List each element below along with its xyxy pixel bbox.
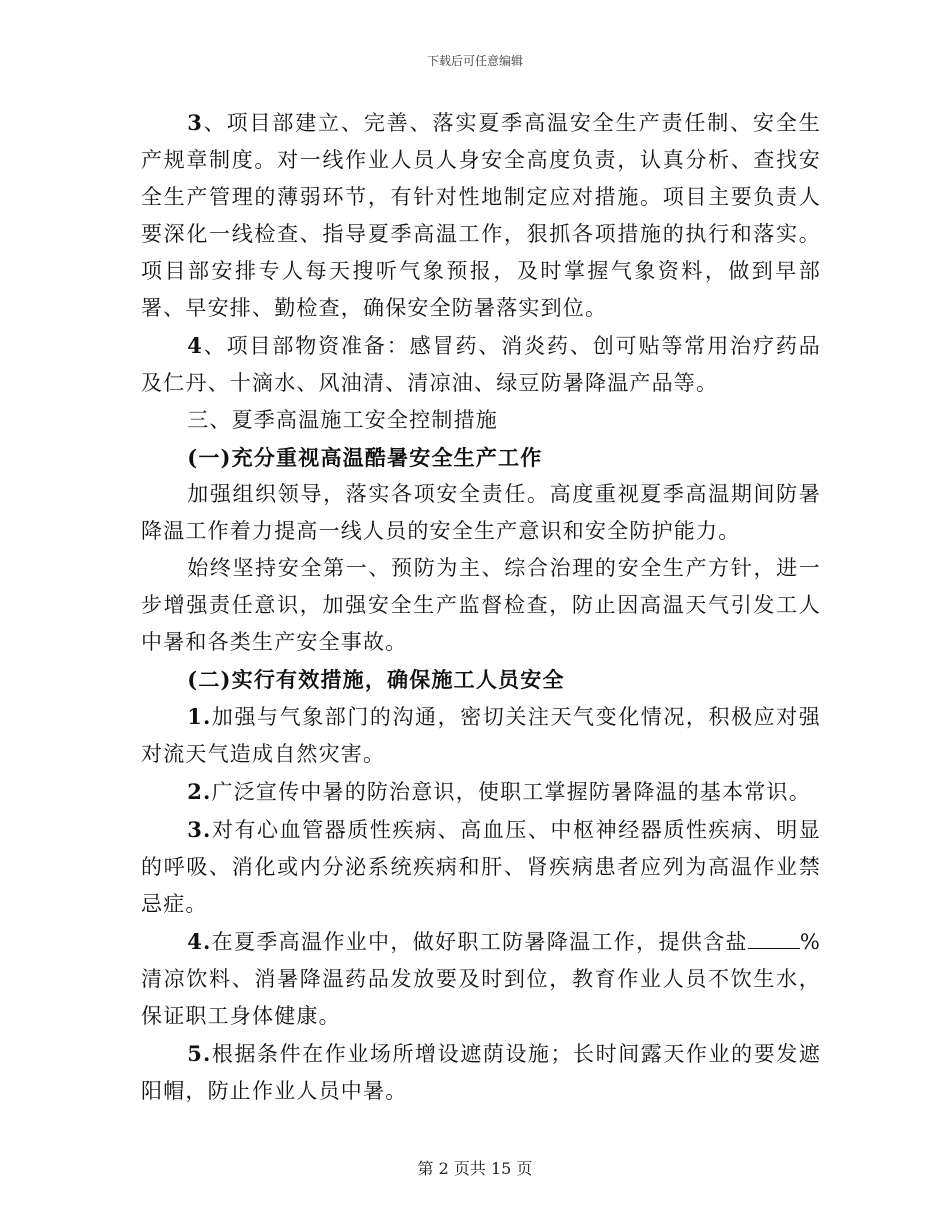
item-text-after-blank: %清凉饮料、消暑降温药品发放要及时到位，教育作业人员不饮生水，保证职工身体健康。 xyxy=(141,930,821,1028)
page-header-note: 下载后可任意编辑 xyxy=(426,54,523,68)
list-item-2 xyxy=(141,773,821,811)
section-heading-3: 三、夏季高温施工安全控制措施 xyxy=(187,408,498,432)
paragraph-text: 、项目部物资准备：感冒药、消炎药、创可贴等常用治疗药品及仁丹、十滴水、风油清、清凉油、绿豆防暑降温产品等。 xyxy=(141,334,821,395)
page-footer-number: 第 2 页共 15 页 xyxy=(417,1159,533,1178)
item-text: 根据条件在作业场所增设遮荫设施；长时间露天作业的要发遮阳帽，防止作业人员中暑。 xyxy=(141,1042,821,1103)
list-item-5 xyxy=(141,1035,821,1110)
subsection-heading-1: (一)充分重视高温酷暑安全生产工作 xyxy=(187,445,543,470)
fill-in-blank xyxy=(748,928,800,949)
item-text: 广泛宣传中暑的防治意识，使职工掌握防暑降温的基本常识。 xyxy=(211,780,811,804)
item-text-before-blank: 在夏季高温作业中，做好职工防暑降温工作，提供含盐 xyxy=(211,930,748,954)
item-text: 加强与气象部门的沟通，密切关注天气变化情况，积极应对强对流天气造成自然灾害。 xyxy=(141,705,821,766)
paragraph-organization: 加强组织领导，落实各项安全责任。高度重视夏季高温期间防暑降温工作着力提高一线人员的安全生产意识和安全防护能力。 xyxy=(141,482,821,543)
item-number: 3 xyxy=(187,110,203,135)
paragraph-4 xyxy=(141,327,821,402)
item-number: 1. xyxy=(187,704,212,729)
item-text: 对有心血管器质性疾病、高血压、中枢神经器质性疾病、明显的呼吸、消化或内分泌系统疾病和肝、肾疾病患者应列为高温作业禁忌症。 xyxy=(141,818,821,916)
item-number: 4 xyxy=(187,333,203,358)
list-item-3 xyxy=(141,811,821,923)
document-body xyxy=(141,104,821,1110)
list-item-1 xyxy=(141,698,821,773)
item-number: 5. xyxy=(187,1041,212,1066)
item-number: 4. xyxy=(187,929,212,954)
item-number: 2. xyxy=(187,779,212,804)
paragraph-policy: 始终坚持安全第一、预防为主、综合治理的安全生产方针，进一步增强责任意识，加强安全生产监督检查，防止因高温天气引发工人中暑和各类生产安全事故。 xyxy=(141,556,821,654)
list-item-4 xyxy=(141,923,821,1035)
item-number: 3. xyxy=(187,817,212,842)
paragraph-3 xyxy=(141,104,821,327)
paragraph-text: 、项目部建立、完善、落实夏季高温安全生产责任制、安全生产规章制度。对一线作业人员人身安全高度负责，认真分析、查找安全生产管理的薄弱环节，有针对性地制定应对措施。项目主要负责人要深化一线检查、指导夏季高温工作，狠抓各项措施的执行和落实。项目部安排专人每天搜听气象预报，及时掌握气象资料，做到早部署、早安排、勤检查，确保安全防暑落实到位。 xyxy=(141,111,821,320)
subsection-heading-2: (二)实行有效措施，确保施工人员安全 xyxy=(187,667,565,692)
